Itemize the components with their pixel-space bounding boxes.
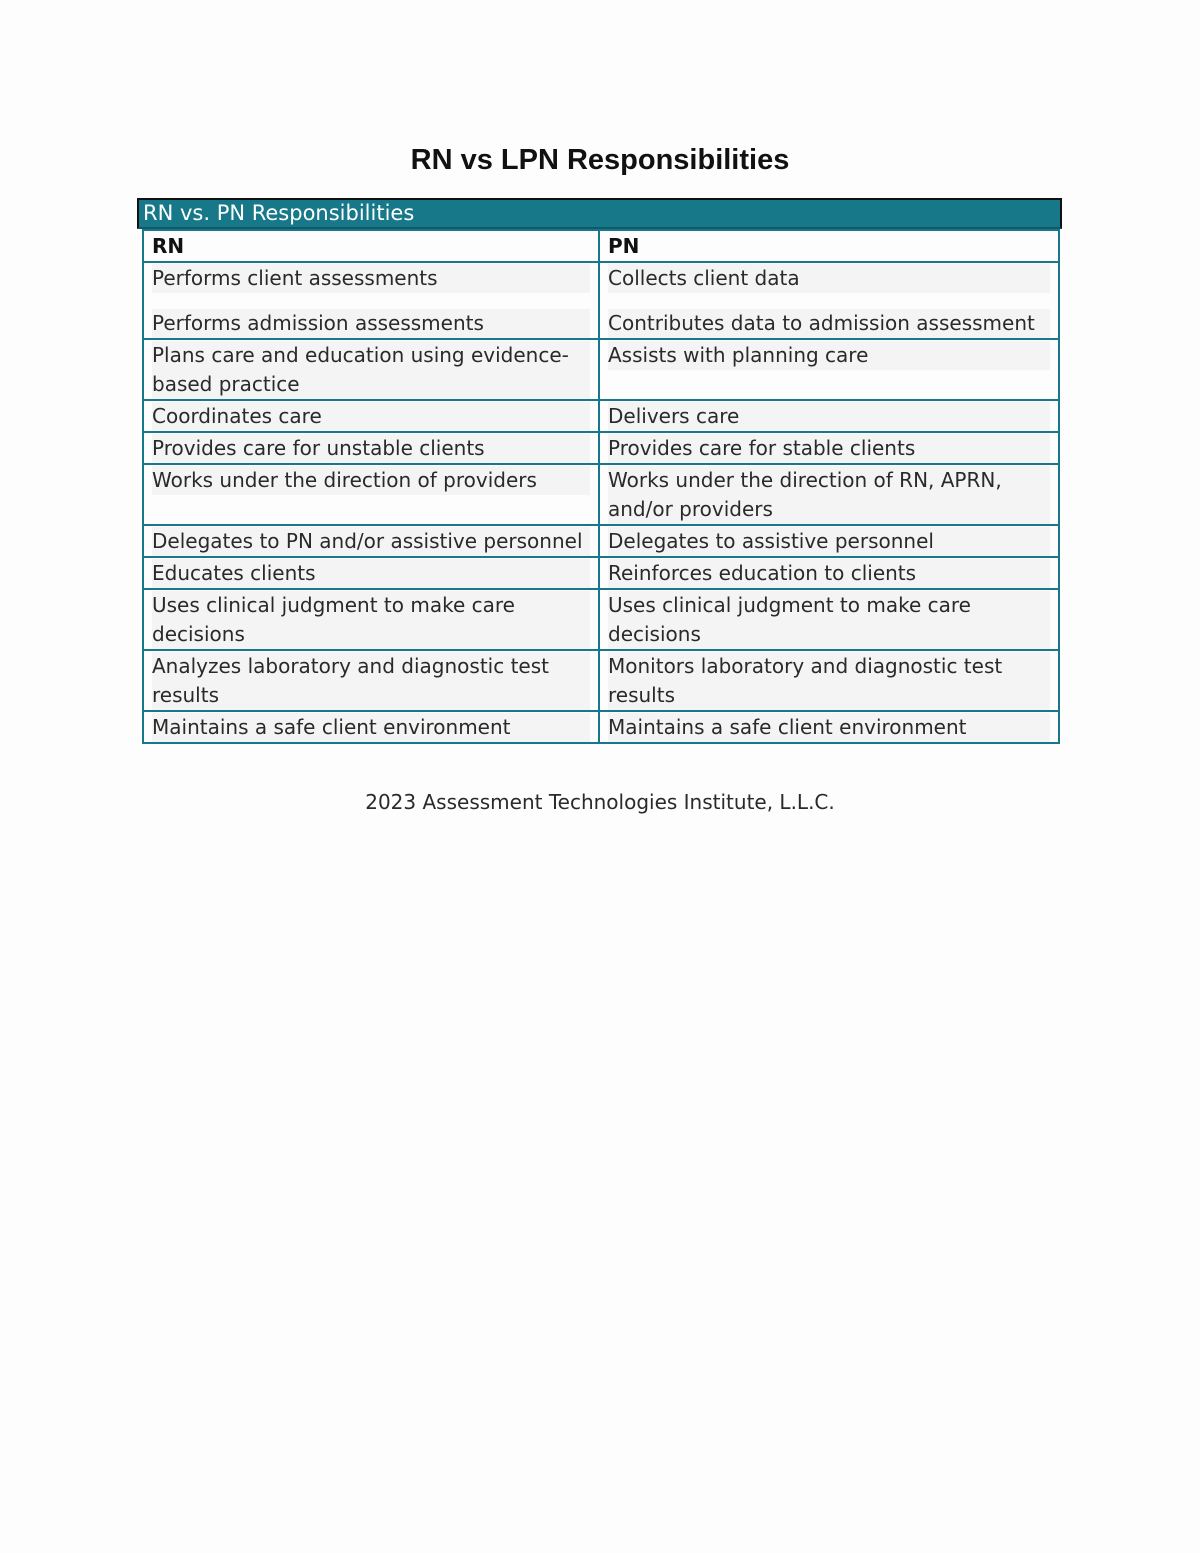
pn-cell — [599, 711, 1059, 743]
table-row — [143, 589, 1059, 650]
column-header-rn: RN — [143, 230, 599, 262]
cell-text: Plans care and education using evidence-based practice — [152, 341, 590, 399]
rn-cell — [143, 464, 599, 525]
cell-text: Reinforces education to clients — [608, 559, 1050, 588]
cell-text: Provides care for unstable clients — [152, 434, 590, 463]
rn-cell — [143, 557, 599, 589]
page-title: RN vs LPN Responsibilities — [410, 144, 790, 176]
cell-text: Delegates to assistive personnel — [608, 527, 1050, 556]
table-caption: RN vs. PN Responsibilities — [137, 198, 1062, 229]
cell-text: Maintains a safe client environment — [608, 713, 1050, 742]
pn-cell — [599, 339, 1059, 400]
pn-cell — [599, 262, 1059, 339]
rn-cell — [143, 262, 599, 339]
table-row — [143, 464, 1059, 525]
table-row — [143, 711, 1059, 743]
rn-cell — [143, 650, 599, 711]
rn-cell — [143, 711, 599, 743]
rn-cell — [143, 525, 599, 557]
table-row — [143, 400, 1059, 432]
cell-text: Assists with planning care — [608, 341, 1050, 370]
footer-copyright: 2023 Assessment Technologies Institute, L.L.C. — [365, 790, 835, 814]
pn-cell — [599, 464, 1059, 525]
cell-text: Provides care for stable clients — [608, 434, 1050, 463]
cell-text: Performs client assessments — [152, 264, 590, 293]
table-row — [143, 262, 1059, 339]
cell-text: Works under the direction of RN, APRN, and/or providers — [608, 466, 1050, 524]
cell-text: Collects client data — [608, 264, 1050, 293]
cell-text: Delivers care — [608, 402, 1050, 431]
pn-cell — [599, 557, 1059, 589]
rn-cell — [143, 432, 599, 464]
column-header-pn: PN — [599, 230, 1059, 262]
responsibilities-table — [142, 229, 1060, 744]
cell-text: Delegates to PN and/or assistive personnel — [152, 527, 590, 556]
cell-text: Performs admission assessments — [152, 309, 590, 338]
rn-cell — [143, 400, 599, 432]
table-row — [143, 339, 1059, 400]
pn-cell — [599, 525, 1059, 557]
table-row — [143, 525, 1059, 557]
pn-cell — [599, 400, 1059, 432]
table-row — [143, 557, 1059, 589]
table-header-row — [143, 230, 1059, 262]
pn-cell — [599, 432, 1059, 464]
responsibilities-table-block — [137, 198, 1062, 744]
cell-text: Works under the direction of providers — [152, 466, 590, 495]
cell-text: Monitors laboratory and diagnostic test results — [608, 652, 1050, 710]
cell-text: Coordinates care — [152, 402, 590, 431]
cell-text: Analyzes laboratory and diagnostic test results — [152, 652, 590, 710]
table-row — [143, 650, 1059, 711]
rn-cell — [143, 339, 599, 400]
cell-text: Educates clients — [152, 559, 590, 588]
cell-text: Uses clinical judgment to make care decisions — [152, 591, 590, 649]
cell-text: Uses clinical judgment to make care decisions — [608, 591, 1050, 649]
cell-text: Contributes data to admission assessment — [608, 309, 1050, 338]
pn-cell — [599, 650, 1059, 711]
pn-cell — [599, 589, 1059, 650]
table-row — [143, 432, 1059, 464]
cell-text: Maintains a safe client environment — [152, 713, 590, 742]
rn-cell — [143, 589, 599, 650]
